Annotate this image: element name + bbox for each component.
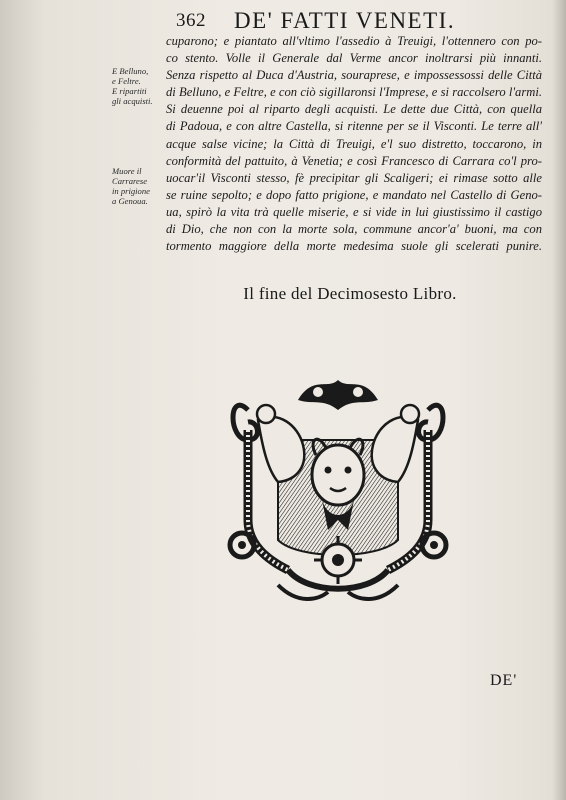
text-line: uocar'il Visconti stesso, fè precipitar gli Scaligeri; ei rimase sotto alle	[166, 170, 542, 185]
text-line: conformità del pattuito, à Venetia; e così Francesco di Carrara co'l pro-	[166, 153, 542, 168]
margin-note-line: E ripartiti	[112, 86, 147, 96]
text-line: di Belluno, e Feltre, e con ciò sigillaronsi l'Imprese, e si raccolsero l'armi.	[166, 85, 542, 100]
margin-note-line: in prigione	[112, 186, 150, 196]
page-number: 362	[176, 10, 206, 31]
text-line: cuparono; e piantato all'vltimo l'assedio à Treuigi, l'ottennero con po-	[166, 34, 542, 48]
text-line: ua, spirò la vita trà quelle miserie, e si vide in lui giustissimo il castigo	[166, 204, 542, 219]
text-line: co stento. Volle il Generale dal Verme ancor inoltrarsi più innanti.	[166, 51, 542, 66]
text-line: acque salse vicine; la Città di Treuigi, e'l suo distretto, toccarono, in	[166, 136, 542, 151]
text-line: Senza rispetto al Duca d'Austria, souraprese, e impossessossi delle Città	[166, 68, 542, 83]
margin-note-line: Carrarese	[112, 176, 148, 186]
catchword: DE'	[490, 672, 518, 689]
text-line: di Dio, che non con la morte sola, commune ancor'a' buoni, ma con	[166, 222, 542, 237]
text-line: tormento maggiore della morte medesima suole gli scelerati punire.	[166, 239, 542, 254]
margin-note-line: e Feltre.	[112, 76, 141, 86]
margin-note-line: E Belluno,	[112, 66, 149, 76]
text-line: se ruine sepolto; e dopo fatto prigione, e mandato nel Castello di Geno-	[166, 187, 542, 202]
page-header	[176, 10, 536, 34]
margin-note-belluno	[112, 66, 174, 106]
body-paragraph	[166, 33, 542, 255]
book-end-title: Il fine del Decimosesto Libro.	[243, 284, 457, 303]
text-line: Si deuenne poi al riparto degli acquisti. Le dette due Città, con quella	[166, 102, 542, 117]
margin-note-line: a Genoua.	[112, 196, 148, 206]
text-line: di Padoua, e con altre Castella, si ritenne per se il Visconti. Le terre all'	[166, 119, 542, 134]
margin-note-line: Muore il	[112, 166, 142, 176]
page-gutter-shadow	[552, 0, 566, 800]
woodcut-ornament-icon	[218, 370, 458, 610]
running-head: DE' FATTI VENETI.	[234, 8, 456, 33]
margin-note-line: gli acquisti.	[112, 96, 153, 106]
margin-note-carrarese	[112, 166, 174, 206]
